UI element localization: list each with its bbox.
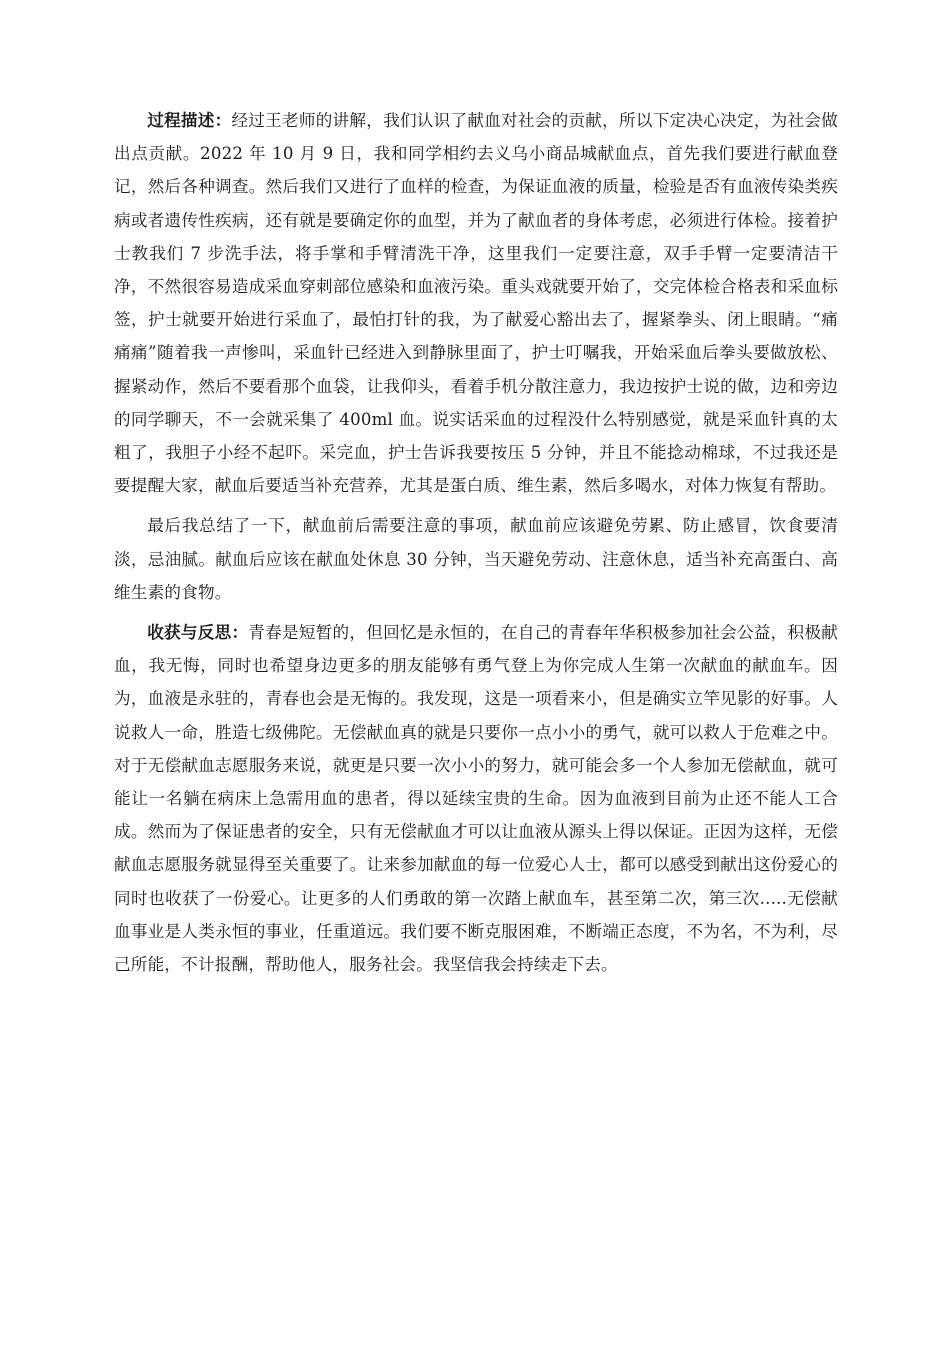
document-page <box>114 104 838 988</box>
process-description-text: 经过王老师的讲解，我们认识了献血对社会的贡献，所以下定决心决定，为社会做出点贡献。2022 年 10 月 9 日，我和同学相约去义乌小商品城献血点，首先我们要进行献血登记，然后各种调查。然后我们又进行了血样的检查，为保证血液的质量，检验是否有血液传染类疾病或者遗传性疾病，还有就是要确定你的血型，并为了献血者的身体考虑，必须进行体检。接着护士教我们 7 步洗手法，将手掌和手臂清洗干净，这里我们一定要注意，双手手臂一定要清洁干净，不然很容易造成采血穿刺部位感染和血液污染。重头戏就要开始了，交完体检合格表和采血标签，护士就要开始进行采血了，最怕打针的我，为了献爱心豁出去了，握紧拳头、闭上眼睛。“痛痛痛”随着我一声惨叫，采血针已经进入到静脉里面了，护士叮嘱我，开始采血后拳头要做放松、握紧动作，然后不要看那个血袋，让我仰头，看着手机分散注意力，我边按护士说的做，边和旁边的同学聊天，不一会就采集了 400ml 血。说实话采血的过程没什么特别感觉，就是采血针真的太粗了，我胆子小经不起吓。采完血，护士告诉我要按压 5 分钟，并且不能捻动棉球，不过我还是要提醒大家，献血后要适当补充营养，尤其是蛋白质、维生素，然后多喝水，对体力恢复有帮助。 <box>114 111 839 496</box>
process-description-paragraph <box>114 104 838 502</box>
summary-text: 最后我总结了一下，献血前后需要注意的事项，献血前应该避免劳累、防止感冒，饮食要清淡，忌油腻。献血后应该在献血处休息 30 分钟，当天避免劳动、注意休息，适当补充高蛋白、高维生素的食物。 <box>114 516 838 602</box>
reflection-paragraph <box>114 616 838 981</box>
process-description-label: 过程描述： <box>147 111 232 130</box>
reflection-label: 收获与反思： <box>147 623 249 643</box>
reflection-text: 青春是短暂的，但回忆是永恒的，在自己的青春年华积极参加社会公益，积极献血，我无悔，同时也希望身边更多的朋友能够有勇气登上为你完成人生第一次献血的献血车。因为，血液是永驻的，青春也会是无悔的。我发现，这是一项看来小，但是确实立竿见影的好事。人说救人一命，胜造七级佛陀。无偿献血真的就是只要你一点小小的勇气，就可以救人于危难之中。对于无偿献血志愿服务来说，就更是只要一次小小的努力，就可能会多一个人参加无偿献血，就可能让一名躺在病床上急需用血的患者，得以延续宝贵的生命。因为血液到目前为止还不能人工合成。然而为了保证患者的安全，只有无偿献血才可以让血液从源头上得以保证。正因为这样，无偿献血志愿服务就显得至关重要了。让来参加献血的每一位爱心人士，都可以感受到献出这份爱心的同时也收获了一份爱心。让更多的人们勇敢的第一次踏上献血车，甚至第二次，第三次.....无偿献血事业是人类永恒的事业，任重道远。我们要不断克服困难，不断端正态度，不为名，不为利，尽己所能，不计报酬，帮助他人，服务社会。我坚信我会持续走下去。 <box>114 623 839 975</box>
summary-paragraph <box>114 509 838 609</box>
